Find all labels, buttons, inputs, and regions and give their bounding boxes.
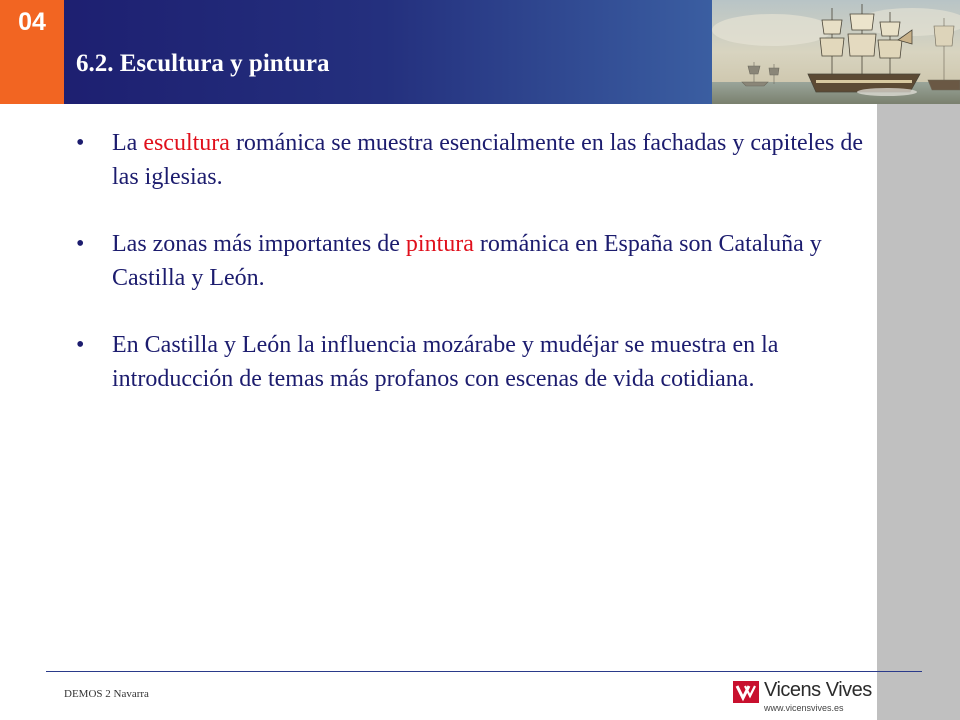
brand-name: Vicens Vives	[764, 679, 872, 701]
slide-content	[76, 126, 866, 429]
publisher-logo	[733, 680, 873, 716]
footer-course-label: DEMOS 2 Navarra	[64, 688, 149, 700]
highlight-term-pintura: pintura	[405, 231, 474, 257]
chapter-number: 04	[18, 8, 46, 36]
bullet-marker: •	[76, 231, 85, 257]
bullet-text-part: románica en España son Cataluña y Castilla y León.	[112, 231, 822, 291]
vicens-vives-logo-icon	[733, 681, 759, 703]
slide-header	[0, 0, 960, 104]
chapter-badge	[0, 0, 64, 104]
bullet-text-part: románica se muestra esencialmente en las fachadas y capiteles de las iglesias.	[112, 130, 863, 190]
bullet-item	[76, 227, 866, 295]
bullet-text-part: Las zonas más importantes de	[112, 231, 406, 257]
bullet-item	[76, 126, 866, 194]
bullet-text-part: La	[112, 130, 144, 156]
bullet-text: En Castilla y León la influencia mozárabe y mudéjar se muestra en la introducción de temas más profanos con escenas de vida cotidiana.	[112, 332, 779, 392]
bullet-marker: •	[76, 130, 85, 156]
bullet-item	[76, 328, 866, 396]
bullet-marker: •	[76, 332, 85, 358]
sailing-ships-illustration	[712, 0, 960, 104]
brand-url: www.vicensvives.es	[764, 703, 844, 713]
highlight-term-escultura: escultura	[143, 130, 230, 156]
right-side-band	[877, 104, 960, 720]
slide-title: 6.2. Escultura y pintura	[76, 50, 330, 77]
footer-divider	[46, 671, 922, 672]
